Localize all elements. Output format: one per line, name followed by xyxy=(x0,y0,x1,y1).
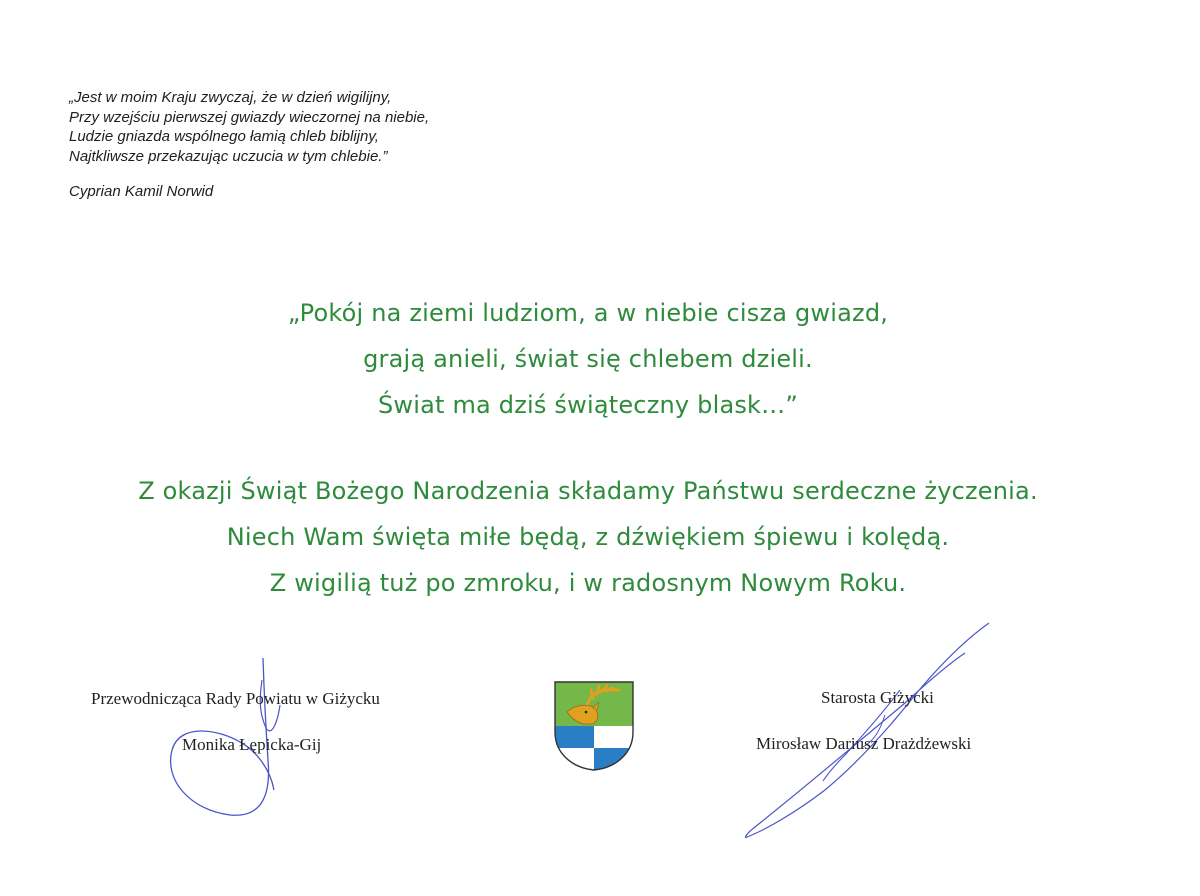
wishes-line: Z okazji Świąt Bożego Narodzenia składamy Państwu serdeczne życzenia. xyxy=(138,477,1038,505)
christmas-wishes xyxy=(0,468,1176,606)
quote-author: Cyprian Kamil Norwid xyxy=(69,183,214,200)
norwid-quote xyxy=(69,88,669,166)
signature-right-icon xyxy=(735,615,1000,845)
right-signatory-title: Starosta Giżycki xyxy=(821,688,934,707)
wishes-line: Z wigilią tuż po zmroku, i w radosnym Nowym Roku. xyxy=(269,569,907,597)
carol-verse xyxy=(0,290,1176,428)
carol-line: grają anieli, świat się chlebem dzieli. xyxy=(363,345,813,373)
quote-line: Przy wzejściu pierwszej gwiazdy wieczornej na niebie, xyxy=(69,108,430,126)
left-signatory-title: Przewodnicząca Rady Powiatu w Giżycku xyxy=(91,689,380,708)
right-signatory-name: Mirosław Dariusz Drażdżewski xyxy=(756,734,972,753)
carol-line: Świat ma dziś świąteczny blask…” xyxy=(378,391,798,419)
wishes-line: Niech Wam święta miłe będą, z dźwiękiem śpiewu i kolędą. xyxy=(226,523,950,551)
carol-line: „Pokój na ziemi ludziom, a w niebie cisza gwiazd, xyxy=(287,299,889,327)
quote-line: Ludzie gniazda wspólnego łamią chleb biblijny, xyxy=(69,128,379,145)
deer-head-coat-of-arms-icon xyxy=(553,680,635,772)
quote-line: „Jest w moim Kraju zwyczaj, że w dzień wigilijny, xyxy=(69,89,392,106)
quote-line: Najtkliwsze przekazując uczucia w tym chlebie.” xyxy=(69,147,388,165)
left-signatory-name: Monika Łępicka-Gij xyxy=(182,735,322,754)
